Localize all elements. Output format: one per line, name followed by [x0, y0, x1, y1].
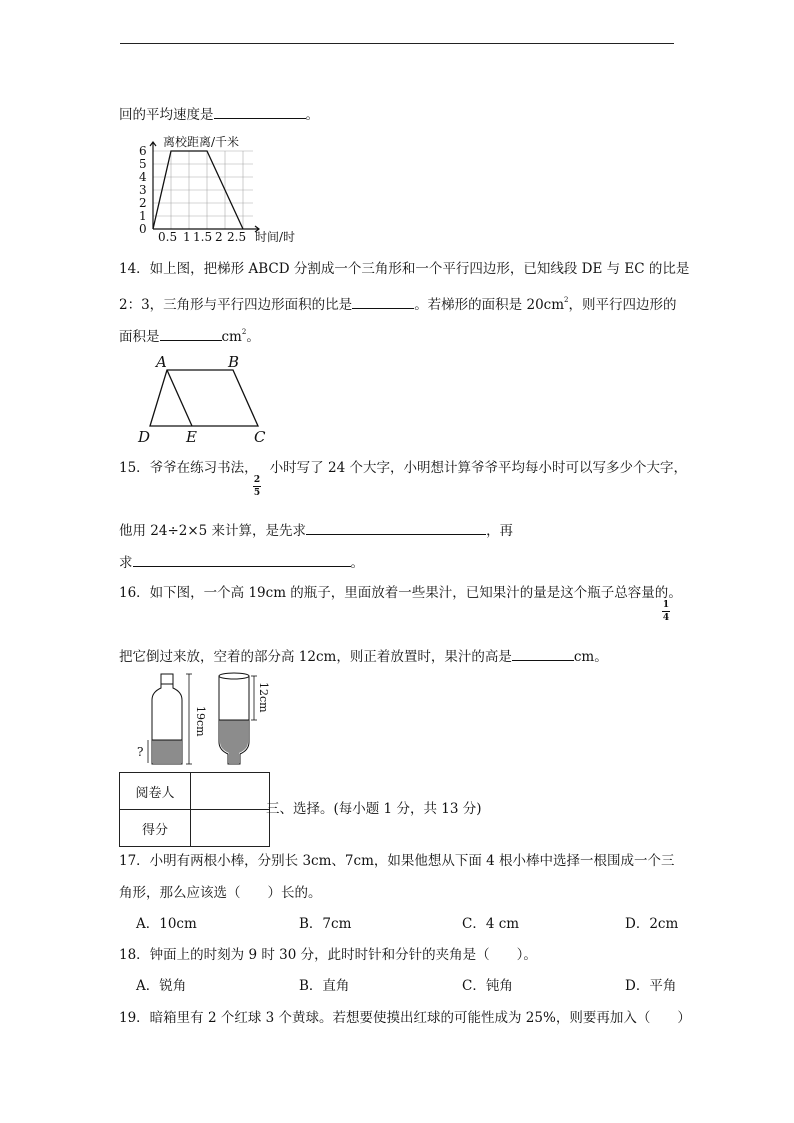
ytick: 0 [139, 222, 147, 236]
q18-option-a[interactable]: A．锐角 [136, 978, 187, 994]
xtick: 2.5 [227, 230, 247, 244]
vertex-d: D [138, 428, 151, 446]
ytick: 3 [139, 183, 147, 197]
juice-upright [153, 740, 181, 763]
juice-inverted [220, 720, 248, 763]
graph-xlabel: 时间/时 [255, 230, 296, 244]
ytick: 6 [139, 144, 147, 158]
ytick: 5 [139, 157, 147, 171]
section3-heading: 三、选择。(每小题 1 分，共 13 分) [266, 801, 482, 817]
ytick: 1 [139, 209, 147, 223]
q18-line1: 18．钟面上的时刻为 9 时 30 分，此时时针和分针的夹角是（ ）。 [119, 947, 537, 963]
vertex-c: C [254, 428, 266, 446]
q15-line1: 15．爷爷在练习书法， 小时写了 24 个大字，小明想计算爷爷平均每小时可以写多少个大字， [119, 460, 687, 476]
unknown-label: ? [137, 745, 144, 759]
fraction-two-fifths: 2 5 [253, 475, 261, 498]
q18-option-c[interactable]: C．钝角 [462, 978, 513, 994]
q18-option-b[interactable]: B．直角 [299, 978, 350, 994]
answer-blank[interactable] [512, 646, 574, 661]
q14-line3: 面积是 $cm^2$。 [119, 328, 260, 345]
q15-line2: 他用 24÷2×5 来计算，是先求 ，再 [119, 520, 513, 540]
score-table [119, 772, 270, 847]
header-rule [120, 43, 674, 44]
vertex-e: E [186, 428, 197, 446]
xtick: 1.5 [193, 230, 213, 244]
grader-cell[interactable] [191, 773, 270, 810]
vertex-b: B [228, 353, 240, 371]
q15-line3: 求 。 [119, 552, 364, 572]
ytick: 4 [139, 170, 147, 184]
fraction-one-quarter: 1 4 [662, 600, 670, 623]
q16-line1: 16．如下图，一个高 19cm 的瓶子，里面放着一些果汁，已知果汁的量是这个瓶子总容量的。 [119, 585, 682, 601]
q18-option-d[interactable]: D．平角 [625, 978, 677, 994]
q16-line2: 把它倒过来放，空着的部分高 12cm，则正着放置时，果汁的高是 cm。 [119, 646, 608, 666]
q19-line1: 19．暗箱里有 2 个红球 3 个黄球。若想要使摸出红球的可能性成为 25%，则要再加入（ ） [119, 1010, 691, 1026]
distance-time-graph [135, 130, 315, 248]
height-label-19cm: 19cm [194, 706, 207, 737]
answer-blank[interactable] [133, 552, 351, 567]
q17-line2: 角形，那么应该选（ ）长的。 [119, 885, 322, 901]
answer-blank[interactable] [214, 104, 306, 119]
q13-tail: 回的平均速度是 。 [119, 104, 319, 124]
answer-blank[interactable] [352, 294, 414, 309]
q17-option-a[interactable]: A．10cm [136, 916, 197, 932]
answer-blank[interactable] [306, 520, 486, 535]
q17-option-d[interactable]: D．2cm [625, 916, 679, 932]
score-cell[interactable] [191, 810, 270, 847]
bottles-figure [134, 670, 274, 770]
score-table-label-score: 得分 [120, 810, 191, 847]
q17-option-c[interactable]: C．4 cm [462, 916, 520, 932]
xtick: 1 [183, 230, 191, 244]
score-table-label-grader: 阅卷人 [120, 773, 191, 810]
vertex-a: A [156, 353, 167, 371]
trapezoid-figure [134, 350, 274, 446]
xtick: 0.5 [158, 230, 178, 244]
q17-line1: 17．小明有两根小棒，分别长 3cm、7cm，如果他想从下面 4 根小棒中选择一根围成一个三 [119, 853, 675, 869]
xtick: 2 [215, 230, 223, 244]
q17-option-b[interactable]: B．7cm [299, 916, 352, 932]
q14-line1: 14．如上图，把梯形 ABCD 分割成一个三角形和一个平行四边形，已知线段 DE 与 EC 的比是 [119, 261, 690, 277]
empty-label-12cm: 12cm [257, 682, 270, 713]
ytick: 2 [139, 196, 147, 210]
answer-blank[interactable] [160, 326, 222, 341]
q14-line2: 2：3，三角形与平行四边形面积的比是 。若梯形的面积是 $20cm^2$，则平行四边形的 [119, 296, 677, 313]
graph-ylabel: 离校距离/千米 [163, 135, 240, 149]
